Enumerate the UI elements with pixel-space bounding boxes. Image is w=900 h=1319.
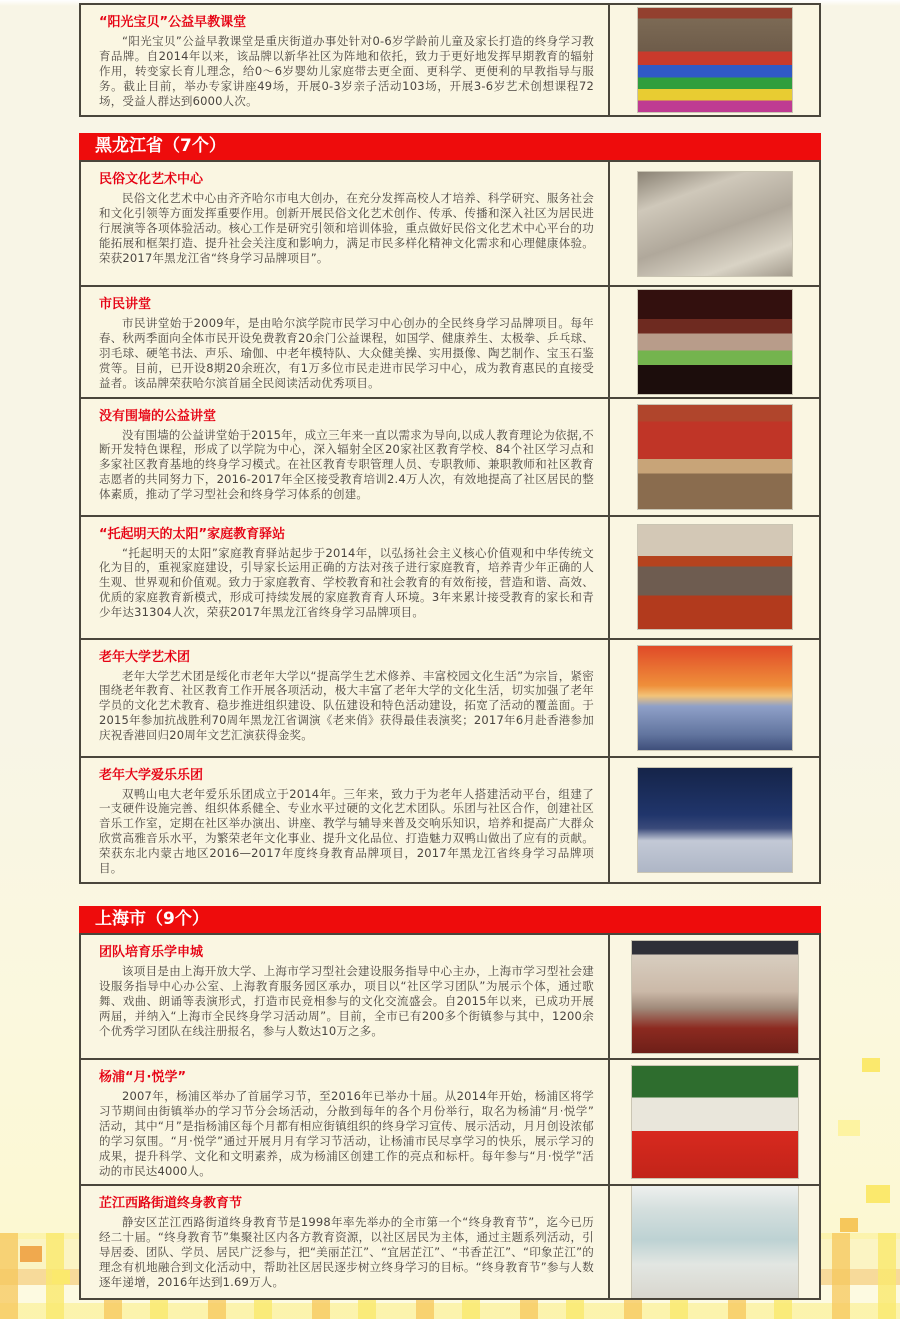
project-photo	[638, 768, 792, 872]
project-row	[81, 285, 819, 397]
project-title: 芷江西路街道终身教育节	[99, 1196, 243, 1212]
project-description: 静安区芷江西路街道终身教育节是1998年率先举办的全市第一个“终身教育节”，迄今已历经二十届。“终身教育节”集聚社区内各方教育资源，以社区居民为主体，通过主题系列活动，引导居委、团队、学员、居民广泛参与，把“美丽芷江”、“宜居芷江”、“书香芷江”、“印象芷江”的理念有机地融合到文化活动中，帮助社区居民逐步树立终身学习的目标。“终身教育节”参与人数逐年递增，2016年达到1.69万人。	[99, 1215, 594, 1290]
project-title: “托起明天的太阳”家庭教育驿站	[99, 526, 286, 542]
project-photo	[638, 8, 792, 112]
mosaic-square	[866, 1185, 890, 1203]
project-title: 市民讲堂	[99, 297, 152, 312]
province-banner-shanghai: 上海市（9个）	[79, 906, 821, 933]
project-photo	[638, 405, 792, 509]
project-description: 2007年，杨浦区举办了首届学习节，至2016年已举办十届。从2014年开始，杨浦区将学习节期间由街镇举办的学习节分会场活动，分散到每年的各个月份举行，取名为杨浦“月·悦学”活动，其中“月”是指杨浦区每个月都有相应街镇组织的终身学习宣传、展示活动，月月创设浓郁的学习氛围。“月·悦学”通过开展月月有学习节活动，让杨浦市民尽享学习的快乐，展示学习的成果，提升科学、文化和文明素养，成为杨浦区创建工作的亮点和标杆。每年参与“月·悦学”活动的市民达4000人。	[99, 1089, 594, 1178]
project-description: 市民讲堂始于2009年，是由哈尔滨学院市民学习中心创办的全民终身学习品牌项目。每年春、秋两季面向全体市民开设免费教育20余门公益课程，如国学、健康养生、太极拳、乒乓球、羽毛球、硬笔书法、声乐、瑜伽、中老年模特队、大众健美操、实用摄像、陶艺制作、宝玉石鉴赏等。目前，已开设8期20余班次，有1万多位市民走进市民学习中心，成为教育惠民的直接受益者。该品牌荣获哈尔滨首届全民阅读活动优秀项目。	[99, 316, 594, 390]
project-table	[79, 160, 821, 884]
project-table	[79, 3, 821, 117]
mosaic-square	[840, 1218, 858, 1232]
project-title: “阳光宝贝”公益早教课堂	[99, 15, 247, 30]
project-title: 老年大学艺术团	[99, 649, 191, 665]
project-photo	[632, 941, 798, 1053]
project-row	[81, 935, 819, 1058]
mosaic-square	[20, 1246, 42, 1262]
project-row	[81, 1184, 819, 1298]
province-banner-heilongjiang: 黑龙江省（7个）	[79, 133, 821, 160]
project-description: 该项目是由上海开放大学、上海市学习型社会建设服务指导中心主办，上海市学习型社会建设服务指导中心办公室、上海教育服务园区承办，项目以“社区学习团队”为展示个体，通过歌舞、戏曲、朗诵等表演形式，打造市民竞相参与的文化交流盛会。自2015年以来，已成功开展两届，并纳入“上海市全民终身学习活动周”。目前，全市已有200多个街镇参与其中，1200余个优秀学习团队在线注册报名，参与人数达10万之多。	[99, 964, 594, 1038]
project-photo	[638, 290, 792, 394]
project-photo	[632, 1186, 798, 1298]
project-description: “阳光宝贝”公益早教课堂是重庆街道办事处针对0-6岁学龄前儿童及家长打造的终身学习教育品牌。自2014年以来，该品牌以新华社区为阵地和依托，致力于更好地发挥早期教育的辐射作用，转变家长育儿理念，给0～6岁婴幼儿家庭带去更全面、更科学、更便利的早教指导与服务。截止目前，举办专家讲座49场，开展0-3岁亲子活动103场，开展3-6岁艺术创想课程72场，受益人群达到6000人次。	[99, 34, 594, 108]
project-description: “托起明天的太阳”家庭教育驿站起步于2014年，以弘扬社会主义核心价值观和中华传统文化为目的，重视家庭建设，引导家长运用正确的方法对孩子进行家庭教育，培养青少年正确的人生观、世界观和价值观。致力于家庭教育、学校教育和社会教育的有效衔接，营造和谐、高效、优质的家庭教育新模式，形成可持续发展的家庭教育育人环境。3年来累计接受教育的家长和青少年达31304人次，荣获2017年黑龙江省终身学习品牌项目。	[99, 545, 594, 620]
mosaic-square	[862, 1058, 880, 1072]
project-photo	[632, 1066, 798, 1178]
mosaic-square	[838, 1120, 860, 1136]
project-title: 老年大学爱乐乐团	[99, 767, 204, 783]
project-description: 双鸭山电大老年爱乐乐团成立于2014年。三年来，致力于为老年人搭建活动平台，组建了一支硬件设施完善、组织体系健全、专业水平过硬的文化艺术团队。乐团与社区合作，创建社区音乐工作室，定期在社区举办演出、讲座、教学与辅导来普及交响乐知识，培养和提高广大群众欣赏高雅音乐水平，为繁荣老年文化事业、提升文化品位、打造魅力双鸭山做出了应有的贡献。荣获东北内蒙古地区2016—2017年度终身教育品牌项目，2017年黑龙江省终身学习品牌项目。	[99, 786, 594, 876]
project-description: 没有围墙的公益讲堂始于2015年，成立三年来一直以需求为导向,以成人教育理论为依据,不断开发特色课程，形成了以学院为中心，深入辐射全区20家社区教育学校、84个社区学习点和多家社区教育基地的终身学习模式。在社区教育专职管理人员、专职教师、兼职教师和社区教育志愿者的共同努力下，2016-2017年全区接受教育培训2.4万人次，有效地提高了社区居民的整体素质，推动了学习型社会和终身学习体系的创建。	[99, 427, 594, 502]
project-description: 民俗文化艺术中心由齐齐哈尔市电大创办，在充分发挥高校人才培养、科学研究、服务社会和文化引领等方面发挥重要作用。创新开展民俗文化艺术创作、传承、传播和深入社区为居民进行展演等各项体验活动。核心工作是研究引领和培训体验，重点做好民俗文化艺术中心平台的功能拓展和框架打造、提升社会关注度和影响力，满足市民多样化精神文化需求和心理健康体验。荣获2017年黑龙江省“终身学习品牌项目”。	[99, 191, 594, 265]
mosaic-square	[52, 1270, 70, 1284]
project-photo	[638, 525, 792, 629]
project-photo	[638, 172, 792, 276]
project-title: 没有围墙的公益讲堂	[99, 408, 217, 424]
project-row	[81, 638, 819, 756]
project-description: 老年大学艺术团是绥化市老年大学以“提高学生艺术修养、丰富校园文化生活”为宗旨，紧密围绕老年教育、社区教育工作开展各项活动，极大丰富了老年大学的文化生活，切实加强了老年学员的文化艺术教育、稳步推进组织建设、队伍建设和特色活动建设，拓宽了活动的覆盖面。于2015年参加抗战胜利70周年黑龙江省调演《老来俏》获得最佳表演奖；2017年6月赴香港参加庆祝香港回归20周年文艺汇演获得金奖。	[99, 668, 594, 743]
project-table	[79, 933, 821, 1300]
project-title: 杨浦“月·悦学”	[99, 1070, 187, 1085]
project-row	[81, 5, 819, 115]
project-row	[81, 1058, 819, 1184]
project-title: 团队培育乐学申城	[99, 945, 204, 960]
project-row	[81, 397, 819, 515]
project-photo	[638, 646, 792, 750]
project-title: 民俗文化艺术中心	[99, 172, 204, 187]
project-row	[81, 756, 819, 882]
project-row	[81, 162, 819, 285]
project-row	[81, 515, 819, 638]
